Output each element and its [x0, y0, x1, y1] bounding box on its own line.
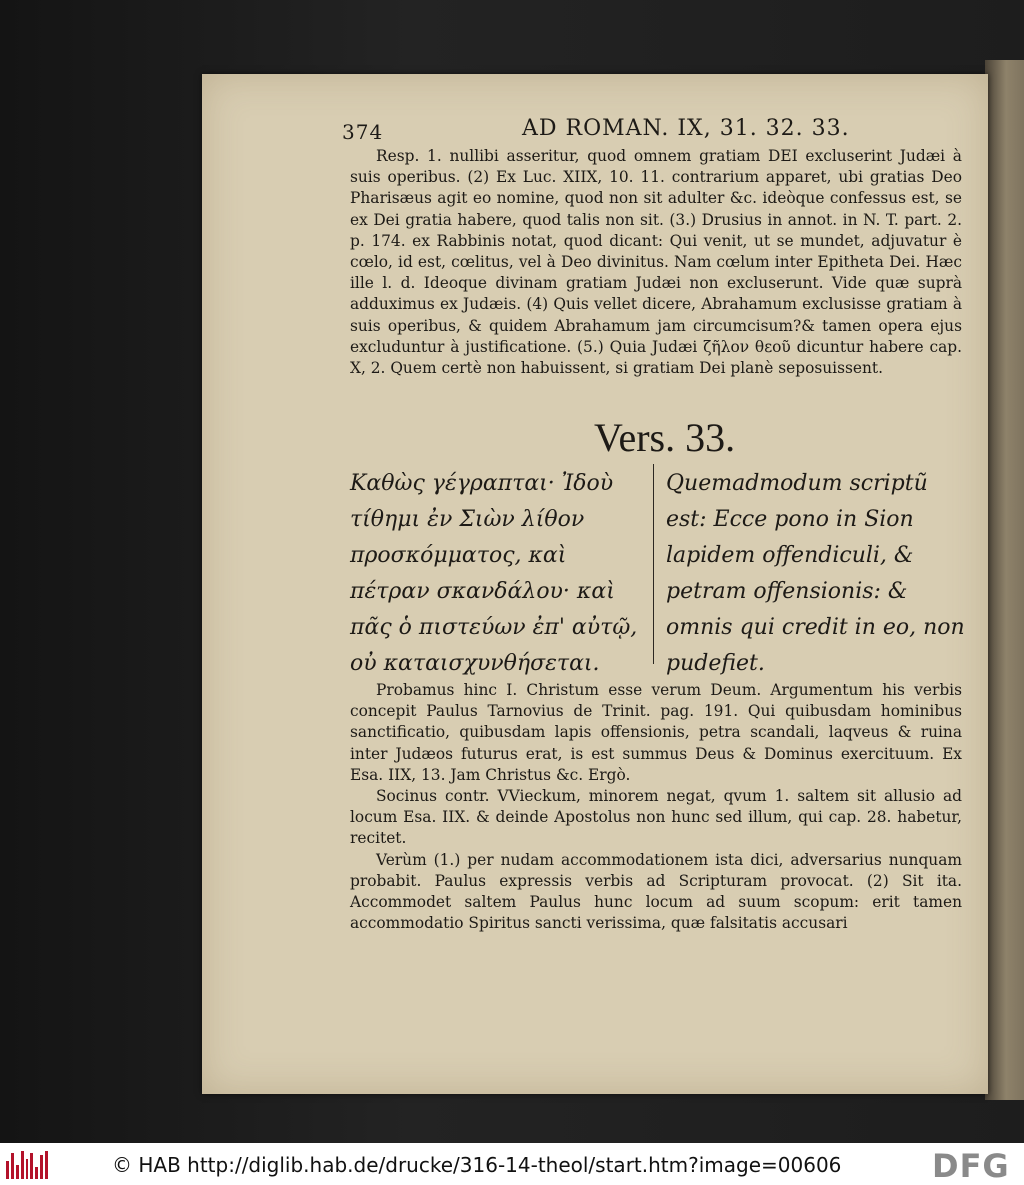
paragraph-1: Resp. 1. nullibi asseritur, quod omnem gratiam DEI excluserint Judæi à suis operibus. (2) Ex Luc. XIIX, 10. 11. contrarium apparet, ubi gratias Deo Pharisæus agit eo nomine, quod non sit adulter &c. ideòque confessus est, se ex Dei gratia habere, quod talis non sit. (3.) Drusius in annot. in N. T. part. 2. p. 174. ex Rabbinis notat, quod dicant: Qui venit, ut se mundet, adjuvatur è cœlo, id est, cœlitus, vel à Deo divinitus. Nam cœlum inter Epitheta Dei. Hæc ille l. d. Ideoque divinam gratiam Judæi non excluserunt. Vide quæ suprà adduximus ex Judæis. (4) Quis vellet dicere, Abrahamum exclusisse gratiam à suis operibus, & quidem Abrahamum jam circumcisum?& tamen opera ejus excluduntur à justificatione. (5.) Quia Judæi ζῆλον θεοῦ dicuntur habere cap. X, 2. Quem certè non habuissent, si gratiam Dei planè seposuissent. — [350, 147, 962, 378]
paragraph-3: Socinus contr. VVieckum, minorem negat, qvum 1. saltem sit allusio ad locum Esa. IIX. & deinde Apostolus non hunc sed illum, qui cap. 28. habetur, recitet. — [350, 787, 962, 848]
paragraph-commentary — [350, 680, 962, 934]
column-divider — [653, 464, 654, 664]
page-number: 374 — [342, 120, 384, 144]
latin-verse-column: Quemadmodum scriptũ est: Ecce pono in Sion lapidem offendiculi, & petram offensionis: & omnis qui credit in eo, non pudefiet. — [666, 471, 965, 676]
book-page — [202, 74, 988, 1094]
facing-page-edge — [985, 60, 1024, 1100]
greek-verse-column: Καθὼς γέγραπται· Ἰδοὺ τίθημι ἐν Σιὼν λίθον προσκόμματος, καὶ πέτραν σκανδάλου· καὶ πᾶς ὁ πιστεύων ἐπ' αὐτῷ, οὐ καταισχυνθήσεται. — [350, 471, 638, 676]
paragraph-response — [350, 146, 962, 379]
verse-heading: Vers. 33. — [594, 415, 736, 460]
footer-citation-link[interactable]: © HAB http://diglib.hab.de/drucke/316-14-theol/start.htm?image=00606 — [112, 1153, 842, 1177]
paragraph-4: Verùm (1.) per nudam accommodationem ista dici, adversarius nunquam probabit. Paulus expressis verbis ad Scripturam provocat. (2) Sit ita. Accommodet saltem Paulus hunc locum ad suum scopum: erit tamen accommodatio Spiritus sancti verissima, quæ falsitatis accusari — [350, 850, 962, 933]
paragraph-2: Probamus hinc I. Christum esse verum Deum. Argumentum his verbis concepit Paulus Tarnovius de Trinit. pag. 191. Qui quibusdam hominibus sanctificatio, quibusdam lapis offensionis, petra scandali, laqveus & ruina inter Judæos futurus erat, is est summus Deus & Dominus exercituum. Ex Esa. IIX, 13. Jam Christus &c. Ergò. — [350, 681, 962, 784]
dfg-logo: DFG — [932, 1147, 1010, 1185]
hab-barcode-logo-icon — [6, 1151, 48, 1179]
running-head-title: AD ROMAN. IX, 31. 32. 33. — [522, 116, 850, 141]
viewer-footer — [0, 1143, 1024, 1185]
